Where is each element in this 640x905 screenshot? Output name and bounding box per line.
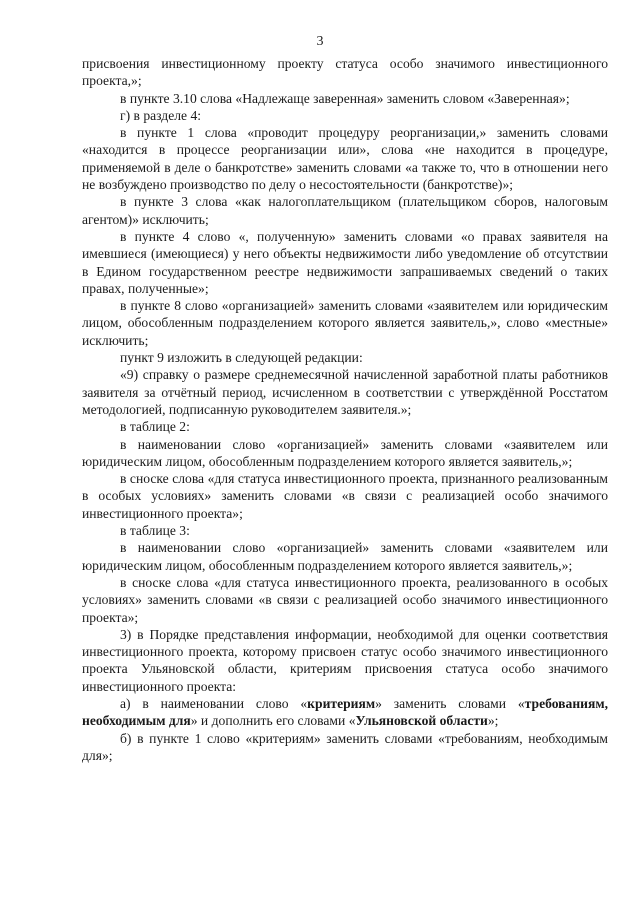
paragraph: в пункте 1 слова «проводит процедуру реорганизации,» заменить словами «находится в процессе реорганизации или», слова «не находится в процедуре, применяемой в деле о банкротстве» заменить словами «а также то, что в отношении него не возбуждено производство по делу о несостоятельности (банкротстве)»; [82,125,608,193]
item-3-label: 3) в [120,626,144,642]
item-a-bold-2: требованиям, необходимым для [82,695,608,729]
paragraph: в пункте 3.10 слова «Надлежаще заверенная» заменить словом «Заверенная»; [120,90,570,106]
item-a-text-2: » заменить словами « [375,695,525,711]
item-3-text: Порядке представления информации, необходимой для оценки соответствия инвестиционного проекта, которому присвоен статус особо значимого инвестиционного проекта Ульяновской области, критериям присвоения статуса особо значимого инвестиционного проекта: [82,626,608,694]
item-a-text-1: а) в наименовании слово « [120,695,308,711]
item-a-text-4: »; [487,713,499,729]
document-body [82,55,608,764]
paragraph: в таблице 3: [120,523,190,539]
paragraph: в сноске слова «для статуса инвестиционного проекта, признанного реализованным в особых условиях» заменить словами «в связи с реализацией особо значимого инвестиционного проекта»; [82,471,608,521]
paragraph: пункт 9 изложить в следующей редакции: [120,350,363,366]
paragraph: в сноске слова «для статуса инвестиционного проекта, реализованного в особых условиях» заменить словами «в связи с реализацией особо значимого инвестиционного проекта»; [82,574,608,625]
paragraph-list [82,55,608,626]
paragraph: в наименовании слово «организацией» заменить словами «заявителем или юридическим лицом, обособленным подразделением которого является заявитель,»; [82,436,608,469]
paragraph: присвоения инвестиционному проекту статуса особо значимого инвестиционного проекта,»; [82,56,608,89]
paragraph: в пункте 3 слова «как налогоплательщиком (плательщиком сборов, налоговым агентом)» исключить; [82,194,608,227]
paragraph-item-3 [82,626,608,695]
item-a-bold-1: критериям [307,695,376,711]
paragraph: г) в разделе 4: [120,107,202,123]
page-number: 3 [316,34,324,49]
paragraph: в наименовании слово «организацией» заменить словами «заявителем или юридическим лицом, обособленным подразделением которого является заявитель,»; [82,540,608,573]
paragraph: в пункте 4 слово «, полученную» заменить словами «о правах заявителя на имевшиеся (имеющиеся) у него объекты недвижимости либо уведомление об отсутствии в Едином государственном реестре недвижимости запрашиваемых сведений о таких правах, полученные»; [82,228,608,296]
paragraph: в пункте 8 слово «организацией» заменить словами «заявителем или юридическим лицом, обособленным подразделением которого является заявитель,», слово «местные» исключить; [82,298,608,348]
paragraph-item-b: б) в пункте 1 слово «критериям» заменить словами «требованиям, необходимым для»; [82,730,608,763]
paragraph: в таблице 2: [120,419,190,435]
paragraph: «9) справку о размере среднемесячной начисленной заработной платы работников заявителя за отчётный период, исчисленном в соответствии с утверждённой Росстатом методологией, подписанную руководителем заявителя.»; [82,367,608,417]
item-a-bold-3: Ульяновской области [355,713,488,729]
paragraph-item-a [82,695,608,730]
item-a-text-3: » и дополнить его словами « [190,713,356,729]
